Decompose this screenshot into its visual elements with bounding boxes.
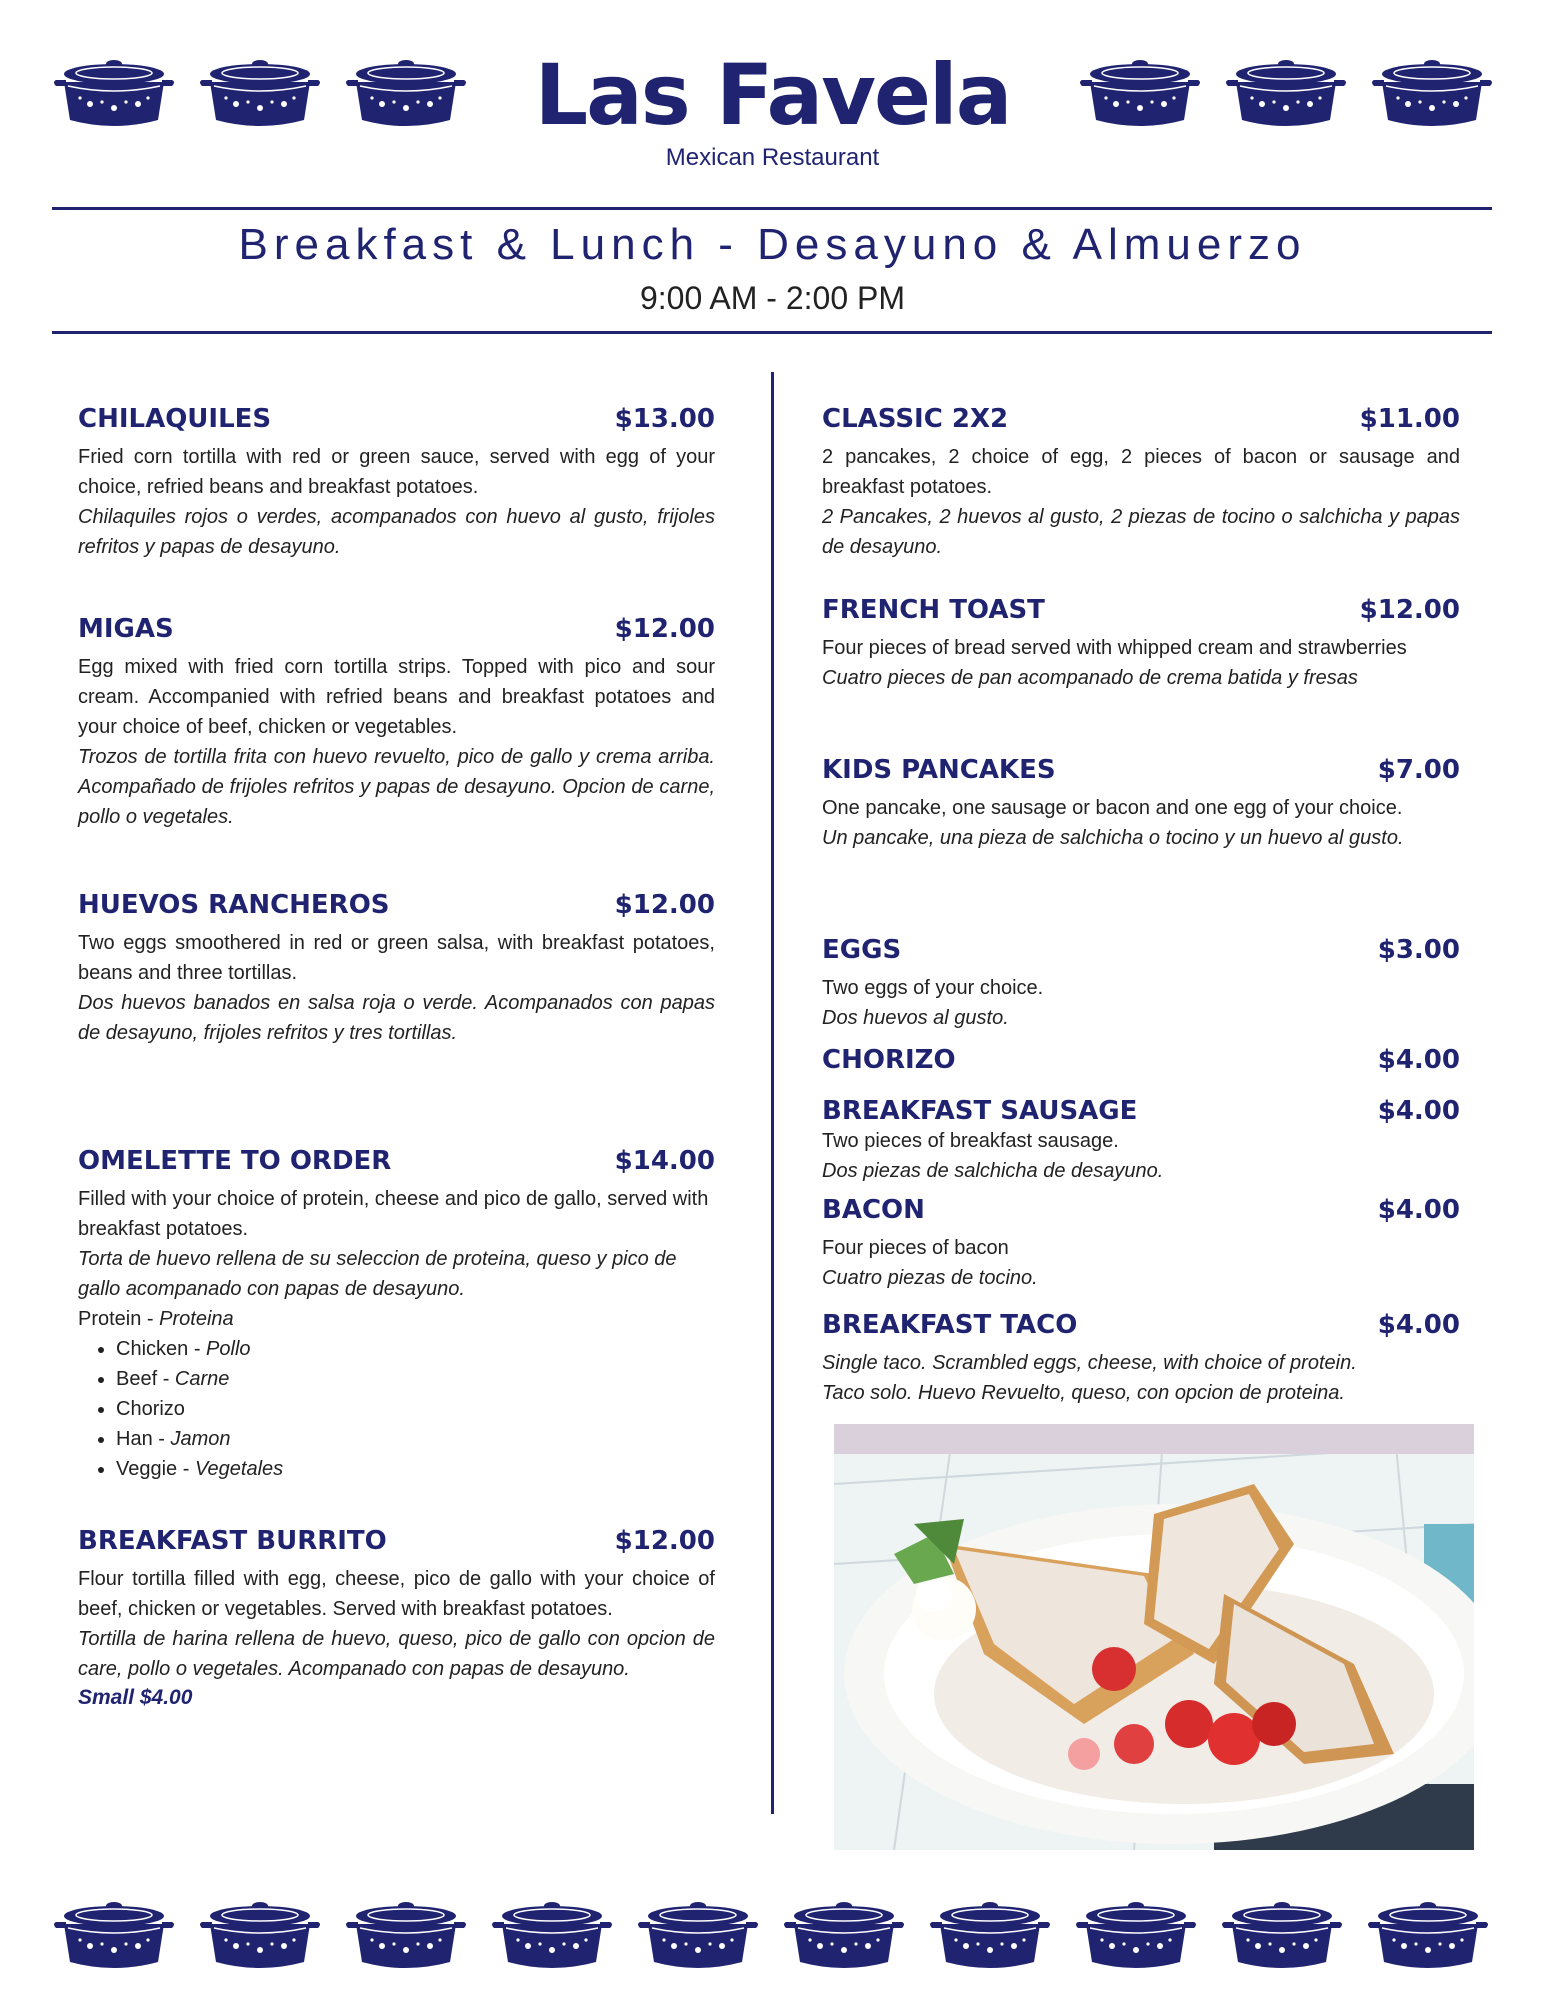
item-description: Two pieces of breakfast sausage.	[822, 1130, 1119, 1152]
item-description-es: Chilaquiles rojos o verdes, acompanados con huevo al gusto, frijoles refritos y papas de desayuno.	[78, 506, 715, 558]
menu-item-omelette	[78, 1146, 715, 1484]
french-toast-photo	[834, 1424, 1474, 1850]
menu-section-title: Breakfast & Lunch - Desayuno & Almuerzo	[238, 220, 1307, 269]
item-name: FRENCH TOAST	[822, 595, 1045, 625]
clay-pot-icon	[342, 1894, 470, 1974]
clay-pot-icon	[780, 1894, 908, 1974]
item-name: MIGAS	[78, 614, 174, 644]
item-name: CHORIZO	[822, 1045, 956, 1075]
item-name: BREAKFAST SAUSAGE	[822, 1096, 1138, 1126]
list-item: • Veggie - Vegetales	[116, 1454, 715, 1484]
clay-pot-icon	[488, 1894, 616, 1974]
clay-pot-icon	[1364, 1894, 1492, 1974]
menu-item-french-toast	[822, 595, 1460, 693]
item-price: $14.00	[614, 1146, 715, 1176]
item-name: BACON	[822, 1195, 925, 1225]
item-description-es: Taco solo. Huevo Revuelto, queso, con opcion de proteina.	[822, 1382, 1345, 1404]
clay-pot-icon	[196, 1894, 324, 1974]
item-price: $3.00	[1377, 935, 1460, 965]
clay-pot-icon	[50, 1894, 178, 1974]
clay-pot-icon	[1072, 1894, 1200, 1974]
item-price: $4.00	[1377, 1195, 1460, 1225]
item-name: BREAKFAST TACO	[822, 1310, 1078, 1340]
item-description-es: Dos huevos banados en salsa roja o verde. Acompanados con papas de desayuno, frijoles refritos y tres tortillas.	[78, 992, 715, 1044]
item-description: One pancake, one sausage or bacon and one egg of your choice.	[822, 797, 1403, 819]
clay-pot-icon	[1218, 1894, 1346, 1974]
item-price: $11.00	[1359, 404, 1460, 434]
item-description-es: Trozos de tortilla frita con huevo revuelto, pico de gallo y crema arriba. Acompañado de frijoles refritos y papas de desayuno. Opcion de carne, pollo o vegetales.	[78, 746, 715, 828]
item-price: $12.00	[614, 890, 715, 920]
item-name: CHILAQUILES	[78, 404, 272, 434]
item-description-es: Un pancake, una pieza de salchicha o tocino y un huevo al gusto.	[822, 827, 1404, 849]
brand	[0, 46, 1545, 172]
list-item: • Beef - Carne	[116, 1364, 715, 1394]
item-price: $13.00	[614, 404, 715, 434]
item-price: $4.00	[1377, 1096, 1460, 1126]
item-price: $12.00	[614, 614, 715, 644]
item-description-es: Cuatro piezas de tocino.	[822, 1267, 1038, 1289]
menu-item-huevos-rancheros	[78, 890, 715, 1048]
item-description-es: Single taco. Scrambled eggs, cheese, with choice of protein.	[822, 1352, 1357, 1374]
menu-item-breakfast-taco	[822, 1310, 1460, 1408]
menu-item-eggs	[822, 935, 1460, 1033]
small-size-price: Small $4.00	[78, 1686, 193, 1709]
opening-hours: 9:00 AM - 2:00 PM	[639, 280, 905, 316]
divider	[52, 331, 1492, 334]
list-item: • Chicken - Pollo	[116, 1334, 715, 1364]
item-name: BREAKFAST BURRITO	[78, 1526, 387, 1556]
list-item: • Chorizo	[116, 1394, 715, 1424]
item-price: $12.00	[1359, 595, 1460, 625]
menu-item-classic-2x2	[822, 404, 1460, 562]
item-description-es: Cuatro pieces de pan acompanado de crema batida y fresas	[822, 667, 1358, 689]
item-description: Filled with your choice of protein, cheese and pico de gallo, served with breakfast potatoes.	[78, 1188, 709, 1240]
item-description: Fried corn tortilla with red or green sauce, served with egg of your choice, refried beans and breakfast potatoes.	[78, 446, 715, 498]
item-description: Four pieces of bread served with whipped cream and strawberries	[822, 637, 1407, 659]
menu-item-breakfast-burrito	[78, 1526, 715, 1710]
item-price: $4.00	[1377, 1310, 1460, 1340]
clay-pot-icon	[634, 1894, 762, 1974]
column-divider	[771, 372, 774, 1814]
menu-item-chilaquiles	[78, 404, 715, 562]
item-description-es: Dos piezas de salchicha de desayuno.	[822, 1160, 1164, 1182]
item-description: Four pieces of bacon	[822, 1237, 1009, 1259]
item-description-es: Torta de huevo rellena de su seleccion de proteina, queso y pico de gallo acompanado con papas de desayuno.	[78, 1248, 677, 1300]
item-name: EGGS	[822, 935, 902, 965]
menu-item-migas	[78, 614, 715, 832]
item-price: $7.00	[1377, 755, 1460, 785]
menu-item-kids-pancakes	[822, 755, 1460, 853]
menu-item-chorizo	[822, 1045, 1460, 1083]
item-description: Two eggs smoothered in red or green salsa, with breakfast potatoes, beans and three tortillas.	[78, 932, 715, 984]
menu-item-bacon	[822, 1195, 1460, 1293]
item-name: OMELETTE TO ORDER	[78, 1146, 392, 1176]
item-name: HUEVOS RANCHEROS	[78, 890, 390, 920]
item-price: $4.00	[1377, 1045, 1460, 1075]
item-description-es: Tortilla de harina rellena de huevo, queso, pico de gallo con opcion de care, pollo o vegetales. Acompanado con papas de desayuno.	[78, 1628, 715, 1680]
item-description: Two eggs of your choice.	[822, 977, 1044, 999]
protein-options	[78, 1334, 715, 1484]
item-description: Flour tortilla filled with egg, cheese, pico de gallo with your choice of beef, chicken or vegetables. Served with breakfast potatoes.	[78, 1568, 715, 1620]
item-price: $12.00	[614, 1526, 715, 1556]
item-description-es: Dos huevos al gusto.	[822, 1007, 1009, 1029]
restaurant-tagline: Mexican Restaurant	[665, 144, 880, 171]
clay-pot-icon	[926, 1894, 1054, 1974]
item-description: 2 pancakes, 2 choice of egg, 2 pieces of bacon or sausage and breakfast potatoes.	[822, 446, 1460, 498]
restaurant-name: Las Favela	[534, 46, 1011, 144]
divider	[52, 207, 1492, 210]
item-name: CLASSIC 2X2	[822, 404, 1009, 434]
item-name: KIDS PANCAKES	[822, 755, 1056, 785]
list-item: • Han - Jamon	[116, 1424, 715, 1454]
item-description-es: 2 Pancakes, 2 huevos al gusto, 2 piezas de tocino o salchicha y papas de desayuno.	[822, 506, 1460, 558]
menu-item-breakfast-sausage	[822, 1096, 1460, 1186]
item-description: Egg mixed with fried corn tortilla strips. Topped with pico and sour cream. Accompanied with refried beans and breakfast potatoes and your choice of beef, chicken or vegetables.	[78, 656, 715, 738]
protein-label: Protein - Proteina	[78, 1308, 234, 1330]
